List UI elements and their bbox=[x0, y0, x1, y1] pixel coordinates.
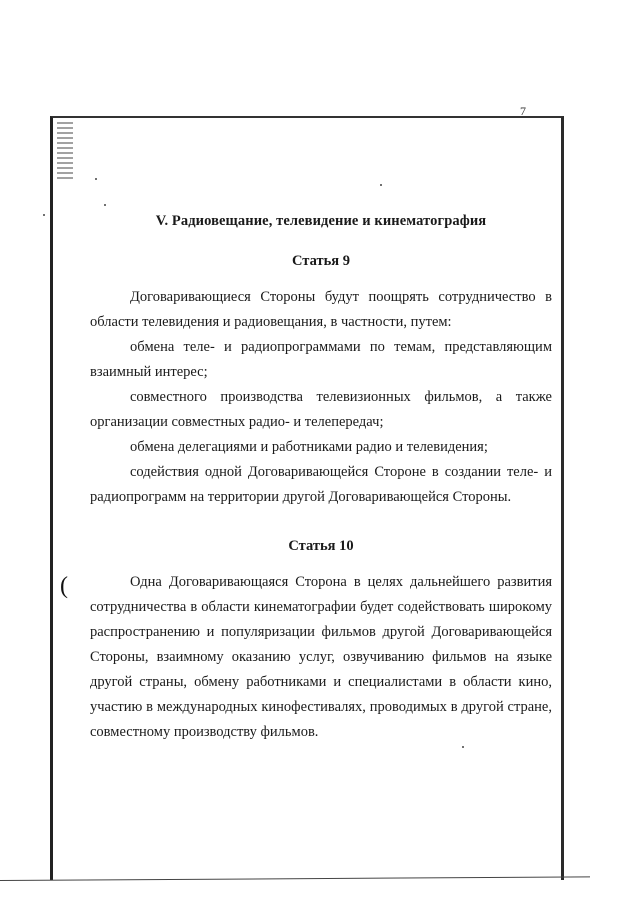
document-body bbox=[90, 213, 552, 745]
margin-bracket-mark: ( bbox=[60, 573, 68, 599]
scan-speck bbox=[95, 178, 97, 180]
article-10-text: Одна Договаривающаяся Сторона в целях дальнейшего развития сотрудничества в области кинематографии будет содействовать широкому распространению и популяризации фильмов другой Договаривающейся Стороны, взаимному оказанию услуг, озвучиванию фильмов на языке другой страны, обмену работниками и специалистами в области кино, участию в международных кинофестивалях, проводимых в другой стране, совместному производству фильмов. bbox=[90, 574, 552, 740]
article-10-heading: Статья 10 bbox=[288, 538, 354, 554]
article-9-heading: Статья 9 bbox=[292, 253, 350, 269]
section-title: V. Радиовещание, телевидение и кинематография bbox=[155, 213, 487, 229]
page-number: 7 bbox=[520, 104, 526, 118]
article-9-item: обмена теле- и радиопрограммами по темам, представляющим взаимный интерес; bbox=[90, 339, 552, 380]
article-9-item: содействия одной Договаривающейся Стороне в создании теле- и радиопрограмм на территории другой Договаривающейся Стороны. bbox=[90, 464, 552, 505]
stamp-mark bbox=[57, 122, 73, 180]
article-9-item: обмена делегациями и работниками радио и телевидения; bbox=[130, 439, 488, 455]
article-9-intro: Договаривающиеся Стороны будут поощрять сотрудничество в области телевидения и радиовещания, в частности, путем: bbox=[90, 289, 552, 330]
scan-speck bbox=[43, 214, 45, 216]
article-9-item: совместного производства телевизионных фильмов, а также организации совместных радио- и телепередач; bbox=[90, 389, 552, 430]
scan-speck bbox=[380, 184, 382, 186]
scan-speck bbox=[104, 204, 106, 206]
scan-speck bbox=[462, 746, 464, 748]
